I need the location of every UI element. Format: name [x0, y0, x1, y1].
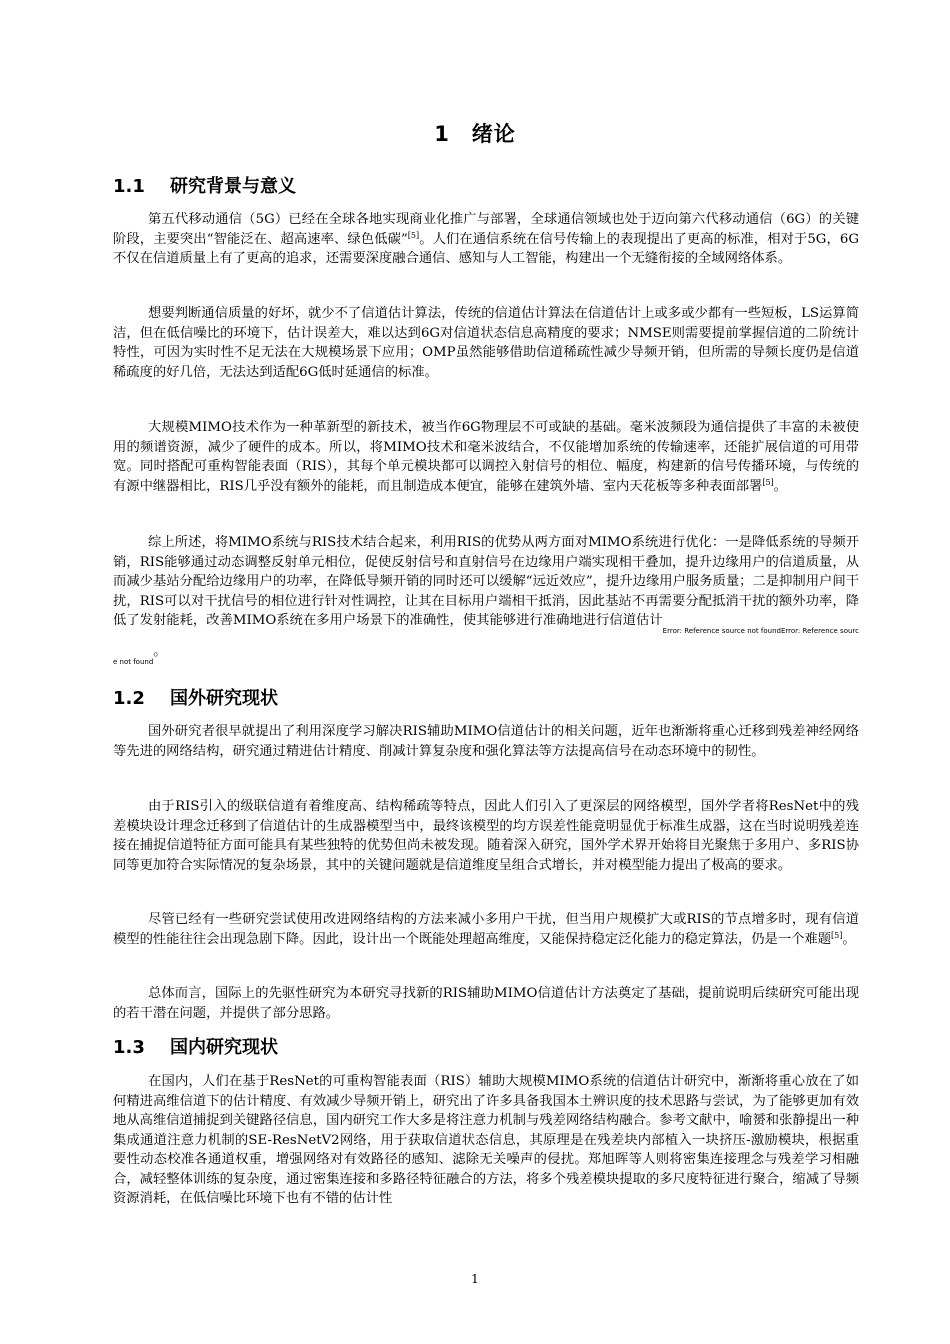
paragraph-text-tail: 。 [842, 931, 856, 947]
section-heading-1-3 [113, 1036, 278, 1060]
paragraph-5 [113, 722, 859, 761]
paragraph-text: 想要判断通信质量的好坏，就少不了信道估计算法，传统的信道估计算法在信道估计上或多或少都有一些短板，LS运算简洁，但在低信噪比的环境下，估计误差大，难以达到6G对信道状态信息高精度的要求；NMSE则需要提前掌握信道的二阶统计特性，可因为实时性不足无法在大规模场景下应用；OMP虽然能够借助信道稀疏性减少导频开销，但所需的导频长度仍是信道稀疏度的好几倍，无法达到适配6G低时延通信的标准。 [113, 306, 859, 380]
citation-ref: [5] [831, 930, 843, 940]
section-title: 研究背景与意义 [170, 176, 296, 197]
paragraph-3 [113, 418, 859, 496]
section-title: 国内研究现状 [170, 1037, 278, 1058]
paragraph-text: 尽管已经有一些研究尝试使用改进网络结构的方法来减小多用户干扰，但当用户规模扩大或RIS的节点增多时，现有信道模型的性能往往会出现急剧下降。因此，设计出一个既能处理超高维度，又能保持稳定泛化能力的稳定算法，仍是一个难题 [113, 912, 859, 947]
paragraph-8 [113, 984, 859, 1023]
page-number: 1 [471, 1272, 479, 1286]
reference-error-text: Error: Reference source not foundError: Reference source not found [113, 627, 859, 666]
paragraph-9 [113, 1072, 859, 1209]
paragraph-text-tail: 。人们在通信系统在信号传输上的表现提出了更高的标准，相对于5G，6G不仅在信道质量上有了更高的追求，还需要深度融合通信、感知与人工智能，构建出一个无缝衔接的全域网络体系。 [113, 231, 859, 266]
paragraph-text: 由于RIS引入的级联信道有着维度高、结构稀疏等特点，因此人们引入了更深层的网络模型，国外学者将ResNet中的残差模块设计理念迁移到了信道估计的生成器模型当中，最终该模型的均方误差性能竟明显优于标准生成器，这在当时说明残差连接在捕捉信道特征方面可能具有某些独特的优势但尚未被发现。随着深入研究，国外学术界开始将目光聚焦于多用户、多RIS协同等更加符合实际情况的复杂场景，其中的关键问题就是信道维度呈组合式增长，并对模型能力提出了极高的要求。 [113, 799, 859, 873]
paragraph-2 [113, 304, 859, 382]
paragraph-text: 第五代移动通信（5G）已经在全球各地实现商业化推广与部署，全球通信领域也处于迈向第六代移动通信（6G）的关键阶段，主要突出“智能泛在、超高速率、绿色低碳” [113, 212, 859, 247]
section-number: 1.3 [113, 1037, 145, 1058]
chapter-title: 1 绪论 [434, 122, 516, 146]
paragraph-7 [113, 910, 859, 949]
paragraph-text-tail: 。 [153, 643, 167, 659]
citation-ref: [5] [407, 230, 420, 240]
paragraph-text: 综上所述，将MIMO系统与RIS技术结合起来，利用RIS的优势从两方面对MIMO系统进行优化：一是降低系统的导频开销，RIS能够通过动态调整反射单元相位，促使反射信号和直射信号在边缘用户端实现相干叠加，提升边缘用户的信道质量，从而减少基站分配给边缘用户的功率，在降低导频开销的同时还可以缓解“远近效应”，提升边缘用户服务质量；二是抑制用户间干扰，RIS可以对干扰信号的相位进行针对性调控，让其在目标用户端相干抵消，因此基站不再需要分配抵消干扰的额外功率，降低了发射能耗，改善MIMO系统在多用户场景下的准确性，使其能够进行准确地进行信道估计 [113, 535, 859, 628]
section-heading-1-2 [113, 687, 278, 711]
section-heading-1-1 [113, 175, 296, 199]
paragraph-text: 大规模MIMO技术作为一种革新型的新技术，被当作6G物理层不可或缺的基础。毫米波频段为通信提供了丰富的未被使用的频谱资源，减少了硬件的成本。所以，将MIMO技术和毫米波结合，不仅能增加系统的传输速率，还能扩展信道的可用带宽。同时搭配可重构智能表面（RIS），其每个单元模块都可以调控入射信号的相位、幅度，构建新的信号传播环境，与传统的有源中继器相比，RIS几乎没有额外的能耗，而且制造成本便宜，能够在建筑外墙、室内天花板等多种表面部署 [113, 420, 859, 494]
paragraph-text: 国外研究者很早就提出了利用深度学习解决RIS辅助MIMO信道估计的相关问题，近年也渐渐将重心迁移到残差神经网络等先进的网络结构，研究通过精进估计精度、削减计算复杂度和强化算法等方法提高信号在动态环境中的韧性。 [113, 724, 859, 759]
paragraph-1 [113, 210, 859, 269]
paragraph-text-tail: 。 [773, 478, 787, 494]
paragraph-text: 在国内，人们在基于ResNet的可重构智能表面（RIS）辅助大规模MIMO系统的信道估计研究中，渐渐将重心放在了如何精进高维信道下的估计精度、有效减少导频开销上，研究出了许多具备我国本土辨识度的技术思路与尝试，为了能够更加有效地从高维信道捕捉到关键路径信息，国内研究工作大多是将注意力机制与残差网络结构融合。参考文献中，喻赟和张静提出一种集成通道注意力机制的SE-ResNetV2网络，用于获取信道状态信息，其原理是在残差块内部植入一块挤压-激励模块，根据重要性动态校准各通道权重，增强网络对有效路径的感知、滤除无关噪声的侵扰。郑旭晖等人则将密集连接理念与残差学习相融合，减轻整体训练的复杂度，通过密集连接和多路径特征融合的方法，将多个残差模块提取的多尺度特征进行聚合，缩减了导频资源消耗，在低信噪比环境下也有不错的估计性 [113, 1074, 859, 1206]
section-number: 1.1 [113, 176, 145, 197]
paragraph-4 [113, 533, 859, 672]
section-number: 1.2 [113, 688, 145, 709]
citation-ref: [5] [762, 477, 774, 487]
paragraph-text: 总体而言，国际上的先驱性研究为本研究寻找新的RIS辅助MIMO信道估计方法奠定了基础，提前说明后续研究可能出现的若干潜在问题，并提供了部分思路。 [113, 986, 859, 1021]
section-title: 国外研究现状 [170, 688, 278, 709]
paragraph-6 [113, 797, 859, 875]
